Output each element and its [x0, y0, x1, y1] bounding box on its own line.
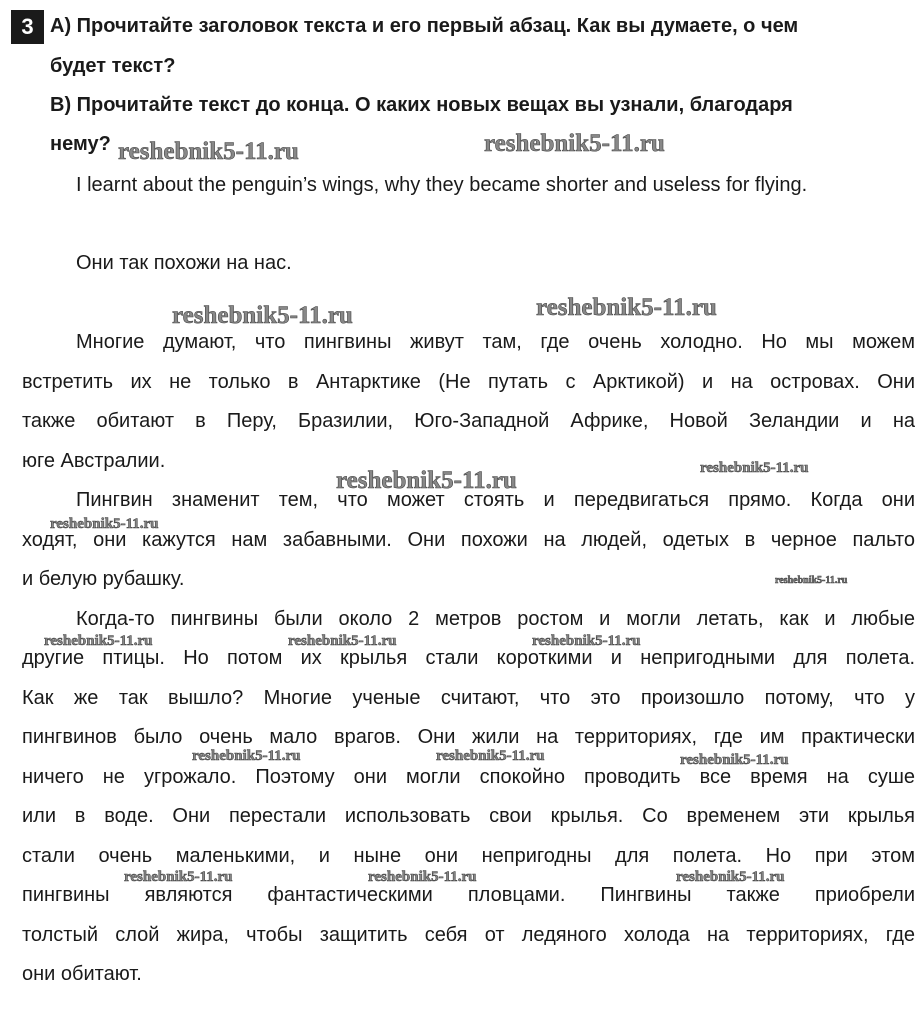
paragraph-line: также обитают в Перу, Бразилии, Юго-Западной Африке, Новой Зеландии и на [22, 410, 915, 432]
paragraph-line: толстый слой жира, чтобы защитить себя от ледяного холода на территориях, где [22, 923, 915, 946]
task-number-badge: 3 [11, 10, 44, 44]
paragraph-line: Когда-то пингвины были около 2 метров ростом и могли летать, как и любые [76, 607, 915, 630]
watermark: reshebnik5-11.ru [680, 752, 789, 768]
watermark: reshebnik5-11.ru [172, 302, 353, 329]
paragraph-line: пингвинов было очень мало врагов. Они жили на территориях, где им практически [22, 726, 915, 748]
paragraph-line: стали очень маленькими, и ныне они непригодны для полета. Но при этом [22, 844, 915, 867]
watermark: reshebnik5-11.ru [50, 516, 159, 532]
watermark: reshebnik5-11.ru [124, 869, 233, 885]
paragraph-line: Пингвин знаменит тем, что может стоять и передвигаться прямо. Когда они [76, 489, 915, 511]
watermark: reshebnik5-11.ru [484, 130, 665, 157]
paragraph-line: пингвины являются фантастическими пловцами. Пингвины также приобрели [22, 884, 915, 906]
watermark: reshebnik5-11.ru [288, 633, 397, 649]
paragraph-line: и белую рубашку. [22, 568, 185, 590]
paragraph-line: Как же так вышло? Многие ученые считают, что это произошло потому, что у [22, 686, 915, 709]
watermark: reshebnik5-11.ru [336, 467, 517, 494]
watermark: reshebnik5-11.ru [532, 633, 641, 649]
paragraph-line: ничего не угрожало. Поэтому они могли спокойно проводить все время на суше [22, 765, 915, 788]
watermark: reshebnik5-11.ru [368, 869, 477, 885]
paragraph-line: или в воде. Они перестали использовать свои крылья. Со временем эти крылья [22, 805, 915, 827]
watermark: reshebnik5-11.ru [700, 460, 809, 476]
paragraph-line: ходят, они кажутся нам забавными. Они похожи на людей, одетых в черное пальто [22, 528, 915, 551]
watermark: reshebnik5-11.ru [676, 869, 785, 885]
paragraph-line: они обитают. [22, 963, 142, 985]
question-a-line: будет текст? [50, 55, 176, 77]
question-b-line: нему? [50, 133, 111, 155]
question-a-line: А) Прочитайте заголовок текста и его первый абзац. Как вы думаете, о чем [50, 15, 799, 37]
paragraph-line: Многие думают, что пингвины живут там, где очень холодно. Но мы можем [76, 331, 915, 353]
watermark: reshebnik5-11.ru [44, 633, 153, 649]
question-b-line: В) Прочитайте текст до конца. О каких новых вещах вы узнали, благодаря [50, 94, 793, 116]
watermark: reshebnik5-11.ru [775, 575, 848, 586]
paragraph-line: другие птицы. Но потом их крылья стали короткими и непригодными для полета. [22, 647, 915, 669]
paragraph-line: юге Австралии. [22, 449, 166, 472]
answer-text: I learnt about the penguin’s wings, why they became shorter and useless for flying. [76, 174, 808, 196]
watermark: reshebnik5-11.ru [192, 748, 301, 764]
watermark: reshebnik5-11.ru [436, 748, 545, 764]
text-title: Они так похожи на нас. [76, 252, 292, 274]
watermark: reshebnik5-11.ru [536, 294, 717, 321]
paragraph-line: встретить их не только в Антарктике (Не путать с Арктикой) и на островах. Они [22, 370, 915, 393]
watermark: reshebnik5-11.ru [118, 138, 299, 165]
